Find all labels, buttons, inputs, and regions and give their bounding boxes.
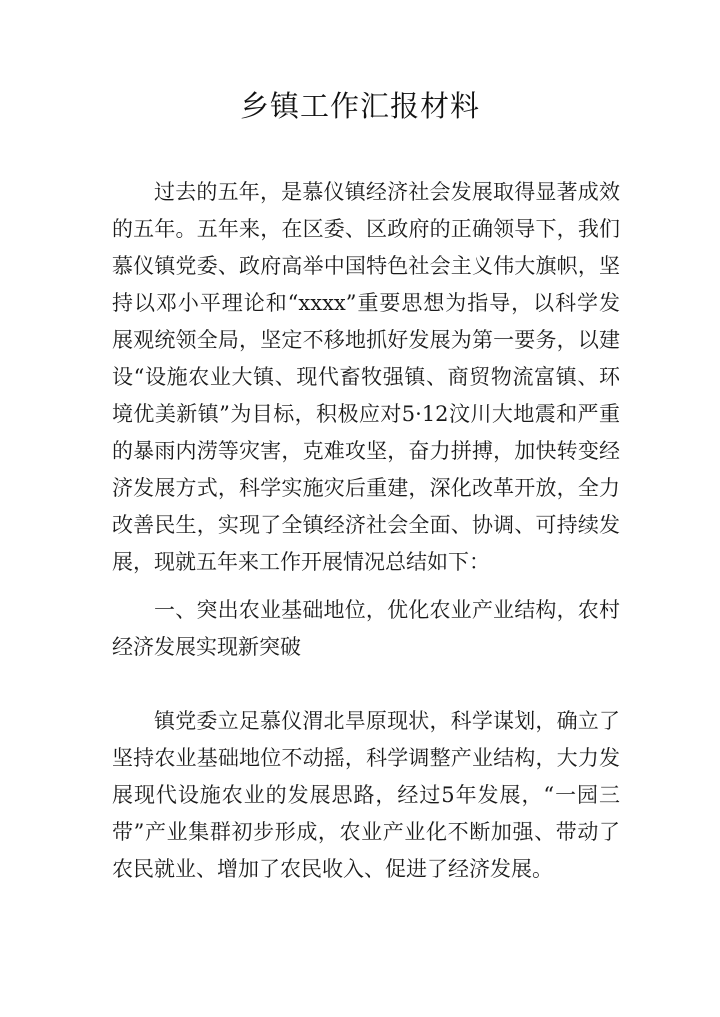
document-title: 乡镇工作汇报材料 — [239, 89, 480, 123]
section-heading: 一、突出农业基础地位，优化农业产业结构，农村经济发展实现新突破 — [112, 598, 620, 659]
body-paragraph: 镇党委立足慕仪渭北旱原现状，科学谋划，确立了坚持农业基础地位不动摇，科学调整产业结构，大力发展现代设施农业的发展思路，经过5年发展，“一园三带”产业集群初步形成，农业产业化不断加强、带动了农民就业、增加了农民收入、促进了经济发展。 — [112, 709, 620, 881]
body-paragraph: 过去的五年，是慕仪镇经济社会发展取得显著成效的五年。五年来，在区委、区政府的正确领导下，我们慕仪镇党委、政府高举中国特色社会主义伟大旗帜，坚持以邓小平理论和“xxxx”重要思想为指导，以科学发展观统领全局，坚定不移地抓好发展为第一要务，以建设“设施农业大镇、现代畜牧强镇、商贸物流富镇、环境优美新镇”为目标，积极应对5·12汶川大地震和严重的暴雨内涝等灾害，克难攻坚，奋力拼搏，加快转变经济发展方式，科学实施灾后重建，深化改革开放，全力改善民生，实现了全镇经济社会全面、协调、可持续发展，现就五年来工作开展情况总结如下： — [112, 180, 620, 574]
